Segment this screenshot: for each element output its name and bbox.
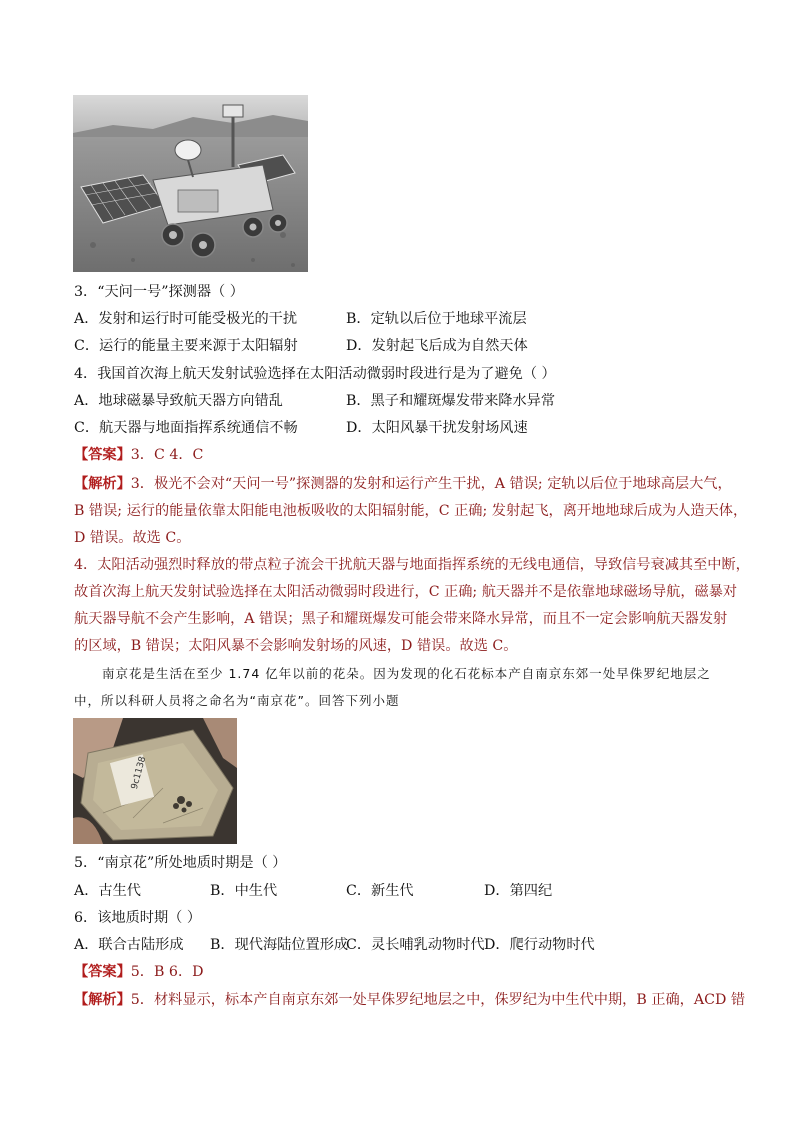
question-4-stem: 4．我国首次海上航天发射试验选择在太阳活动微弱时段进行是为了避免（ ） xyxy=(74,366,556,382)
question-4-option-a: A．地球磁暴导致航天器方向错乱 xyxy=(74,393,283,409)
question-6-stem: 6．该地质时期（ ） xyxy=(74,910,202,926)
analysis-block-1-line-4: 4．太阳活动强烈时释放的带点粒子流会干扰航天器与地面指挥系统的无线电通信，导致信号衰减其至中断， xyxy=(74,557,750,573)
analysis-tag: 【解析】 xyxy=(74,476,131,492)
answer-tag: 【答案】 xyxy=(74,447,131,463)
analysis-text: 5．材料显示，标本产自南京东郊一处早侏罗纪地层之中，侏罗纪为中生代中期，B 正确，ACD 错 xyxy=(130,992,746,1008)
answer-block-2 xyxy=(74,962,204,982)
fossil-photo xyxy=(73,718,237,844)
answer-block-1 xyxy=(74,445,203,465)
analysis-tag: 【解析】 xyxy=(74,992,131,1008)
analysis-block-1-line-2: B 错误; 运行的能量依靠太阳能电池板吸收的太阳辐射能，C 正确; 发射起飞，离开地地球后成为人造天体， xyxy=(74,503,748,519)
question-3-stem: 3．“天问一号”探测器（ ） xyxy=(74,284,244,300)
question-3-option-d: D．发射起飞后成为自然天体 xyxy=(346,338,528,354)
analysis-block-1-line-3: D 错误。故选 C。 xyxy=(74,530,191,546)
question-5-option-a: A．古生代 xyxy=(74,883,141,899)
specimen-label: 9c1138 xyxy=(129,755,149,791)
material-line-1: 南京花是生活在至少 1.74 亿年以前的花朵。因为发现的化石花标本产自南京东郊一处早侏罗纪地层之 xyxy=(102,666,711,681)
question-5-stem: 5．“南京花”所处地质时期是（ ） xyxy=(74,855,287,871)
question-4-option-c: C．航天器与地面指挥系统通信不畅 xyxy=(74,420,298,436)
question-3-option-a: A．发射和运行时可能受极光的干扰 xyxy=(74,311,298,327)
question-6-option-a: A．联合古陆形成 xyxy=(74,937,184,953)
analysis-block-1-line-5: 故首次海上航天发射试验选择在太阳活动微弱时段进行，C 正确; 航天器并不是依靠地球磁场导航，磁暴对 xyxy=(74,584,738,600)
mars-rover-photo xyxy=(73,95,308,272)
question-6-option-c: C．灵长哺乳动物时代 xyxy=(346,937,485,953)
question-6-option-d: D．爬行动物时代 xyxy=(484,937,595,953)
material-line-2: 中，所以科研人员将之命名为“南京花”。回答下列小题 xyxy=(74,693,400,708)
question-4-option-d: D．太阳风暴干扰发射场风速 xyxy=(346,420,528,436)
analysis-block-1-line-6: 航天器导航不会产生影响，A 错误；黑子和耀斑爆发可能会带来降水异常，而且不一定会影响航天器发射 xyxy=(74,611,728,627)
question-5-option-b: B．中生代 xyxy=(210,883,278,899)
question-5-option-c: C．新生代 xyxy=(346,883,414,899)
answer-values: 5．B 6．D xyxy=(130,964,204,980)
answer-values: 3．C 4．C xyxy=(130,447,204,463)
analysis-block-1-line-7: 的区域，B 错误；太阳风暴不会影响发射场的风速，D 错误。故选 C。 xyxy=(74,638,518,654)
analysis-block-2-line-1 xyxy=(74,990,745,1010)
analysis-text: 3．极光不会对“天问一号”探测器的发射和运行产生干扰，A 错误; 定轨以后位于地球高层大气， xyxy=(130,476,732,492)
question-5-option-d: D．第四纪 xyxy=(484,883,553,899)
question-3-option-b: B．定轨以后位于地球平流层 xyxy=(346,311,527,327)
question-6-option-b: B．现代海陆位置形成 xyxy=(210,937,349,953)
question-4-option-b: B．黑子和耀斑爆发带来降水异常 xyxy=(346,393,556,409)
question-3-option-c: C．运行的能量主要来源于太阳辐射 xyxy=(74,338,298,354)
answer-tag: 【答案】 xyxy=(74,964,131,980)
analysis-block-1-line-1 xyxy=(74,474,732,494)
